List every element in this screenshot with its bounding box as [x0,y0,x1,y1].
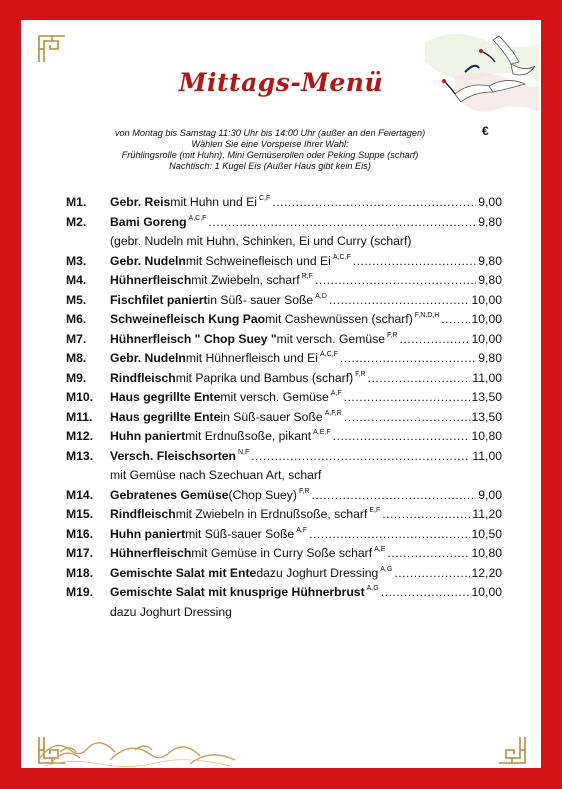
item-body [110,332,502,346]
item-allergens: R,F [301,273,313,280]
item-allergens: A,C,F [319,351,338,358]
item-code: M19. [66,585,94,599]
item-desc: mit Huhn und Ei [170,195,258,209]
item-code: M7. [66,331,87,346]
waves-illustration [40,728,240,768]
menu-item-continuation [62,465,502,485]
item-code: M11. [66,409,93,424]
item-body [110,273,502,287]
item-name: Fischfilet paniert [110,292,208,307]
item-body [110,371,502,385]
item-price: 10,00 [471,292,502,307]
item-allergens: F,R [387,331,398,339]
item-body [110,410,502,424]
item-code: M15. [66,507,94,521]
item-code: M13. [66,448,94,463]
item-body [110,546,502,560]
menu-item [62,368,502,388]
menu-item [62,212,502,232]
item-name: Schweinefleisch Kung Pao [110,312,266,326]
item-continuation-text: (gebr. Nudeln mit Huhn, Schinken, Ei und Curry (scharf) [110,234,412,248]
menu-item [62,270,502,290]
item-desc: mit Schweinefleisch und Ei [185,253,331,268]
item-name: Gebr. Reis [110,195,171,209]
menu-item [62,504,502,524]
dot-leader [333,429,470,443]
item-price: 9,80 [478,273,502,287]
menu-item [62,309,502,329]
menu-item [62,524,502,544]
item-name: Gebratenes Gemüse [110,487,229,502]
item-name: Gebr. Nudeln [110,253,186,268]
item-allergens: A,E,F [313,429,331,436]
menu-list [62,192,502,621]
item-desc: (Chop Suey) [228,487,297,502]
intro-line: Nachtisch: 1 Kugel Eis (Außer Haus gibt kein Eis) [169,161,371,171]
item-code: M10. [66,390,94,404]
item-code: M8. [66,351,87,365]
item-code: M6. [66,312,87,326]
dot-leader [329,293,470,307]
item-price: 9,80 [478,351,502,365]
dot-leader [441,312,469,326]
item-desc: mit Hühnerfleisch und Ei [185,351,318,365]
item-desc: mit Erdnußsoße, pikant [185,429,312,443]
item-price: 11,00 [472,370,502,385]
dot-leader [208,215,476,229]
dot-leader [251,449,470,463]
item-body [110,254,502,268]
item-allergens: A,F,R [324,409,342,417]
item-price: 10,80 [471,546,502,560]
item-allergens: F,N,D,H [414,312,440,319]
item-price: 11,00 [472,448,502,463]
item-price: 9,80 [478,214,502,229]
intro-line: Wählen Sie eine Vorspeise Ihrer Wahl: [191,139,349,149]
dot-leader [272,195,476,209]
item-name: Gebr. Nudeln [110,351,186,365]
currency-symbol: € [482,124,489,138]
item-price: 12,20 [471,565,502,580]
menu-item [62,387,502,407]
item-allergens: N,F [238,448,250,456]
item-desc: mit Süß-sauer Soße [185,526,295,541]
item-code: M18. [66,565,94,580]
item-name: Hühnerfleisch " Chop Suey " [110,331,277,346]
item-price: 10,00 [471,585,502,599]
dot-leader [382,507,470,521]
dot-leader [381,585,470,599]
item-price: 9,00 [478,487,502,502]
item-name: Bami Goreng [110,214,187,229]
dot-leader [400,332,470,346]
item-allergens: C,F [259,195,271,202]
item-desc: in Süß- sauer Soße [207,292,314,307]
item-allergens: A,F [296,526,308,534]
menu-item [62,485,502,505]
dot-leader [340,351,476,365]
item-allergens: E,F [369,507,381,514]
item-body [110,507,502,521]
item-desc: mit versch. Gemüse [276,331,386,346]
menu-item [62,543,502,563]
dot-leader [315,273,476,287]
menu-item [62,348,502,368]
item-price: 13,50 [471,409,502,424]
item-name: Haus gegrillte Ente [110,409,221,424]
menu-item [62,192,502,212]
menu-item-continuation [62,602,502,622]
item-price: 13,50 [471,390,502,404]
item-name: Hühnerfleisch [110,546,192,560]
item-desc: dazu Joghurt Dressing [256,565,379,580]
menu-item [62,426,502,446]
item-code: M12. [66,429,94,443]
menu-item-continuation [62,231,502,251]
item-price: 10,50 [471,526,502,541]
item-desc: mit Paprika und Bambus (scharf) [175,370,354,385]
item-price: 9,80 [478,253,502,268]
item-body [110,527,502,541]
item-body [110,488,502,502]
item-code: M2. [66,214,87,229]
item-body [110,293,502,307]
item-desc: mit versch. Gemüse [220,390,329,404]
menu-item [62,329,502,349]
item-allergens: A,G [380,565,393,573]
item-allergens: A,E [374,546,386,553]
item-allergens: A,F [330,390,342,397]
item-desc: mit Gemüse in Curry Soße scharf [191,546,373,560]
item-code: M3. [66,253,87,268]
dot-leader [394,566,469,580]
menu-intro [60,128,480,172]
item-body [110,312,502,326]
item-body [110,351,502,365]
item-allergens: A,D [315,292,327,300]
item-allergens: A,C,F [332,253,351,261]
item-price: 10,00 [471,331,502,346]
item-allergens: F,R [355,370,366,378]
item-price: 11,20 [472,507,502,521]
item-price: 9,00 [478,195,502,209]
item-code: M9. [66,370,87,385]
menu-item [62,290,502,310]
item-code: M17. [66,546,94,560]
item-name: Rindfleisch [110,507,176,521]
dot-leader [309,527,469,541]
item-allergens: A,C,F [188,214,207,222]
item-name: Huhn paniert [110,526,186,541]
menu-item [62,563,502,583]
item-code: M5. [66,292,87,307]
item-desc: mit Zwiebeln, scharf [191,273,300,287]
item-body [110,449,502,463]
item-code: M14. [66,487,94,502]
menu-item [62,582,502,602]
item-desc: mit Zwiebeln in Erdnußsoße, scharf [175,507,368,521]
item-desc: mit Cashewnüssen (scharf) [265,312,413,326]
dot-leader [387,546,469,560]
item-name: Versch. Fleischsorten [110,448,236,463]
item-allergens: F,R [298,487,310,495]
menu-item [62,251,502,271]
item-code: M16. [66,526,94,541]
item-body [110,195,502,209]
item-body [110,566,502,580]
item-desc: in Süß-sauer Soße [220,409,323,424]
corner-ornament-bottom-right [498,736,526,764]
item-body [110,585,502,599]
dot-leader [344,410,470,424]
item-continuation-text: mit Gemüse nach Szechuan Art, scharf [110,468,322,482]
intro-line: von Montag bis Samstag 11:30 Uhr bis 14:00 Uhr (außer an den Feiertagen) [114,128,426,138]
dot-leader [353,254,477,268]
item-name: Gemischte Salat mit Ente [110,565,257,580]
item-body [110,429,502,443]
item-name: Gemischte Salat mit knusprige Hühnerbrust [110,585,365,599]
item-name: Hühnerfleisch [110,273,192,287]
item-code: M1. [66,195,87,209]
item-name: Huhn paniert [110,429,186,443]
item-price: 10,80 [471,429,502,443]
item-body [110,215,502,229]
item-name: Rindfleisch [110,370,176,385]
menu-item [62,446,502,466]
menu-item [62,407,502,427]
dot-leader [311,488,476,502]
item-body [110,390,502,404]
dot-leader [368,371,471,385]
page-title: Mittags-Menü [178,68,384,97]
dot-leader [344,390,470,404]
item-code: M4. [66,273,87,287]
corner-ornament-top-left [38,35,66,63]
item-name: Haus gegrillte Ente [110,390,221,404]
item-allergens: A,G [366,585,379,592]
intro-line: Frühlingsrolle (mit Huhn), Mini Gemüserollen oder Peking Suppe (scharf) [121,150,419,160]
item-continuation-text: dazu Joghurt Dressing [110,604,232,619]
item-price: 10,00 [471,312,502,326]
